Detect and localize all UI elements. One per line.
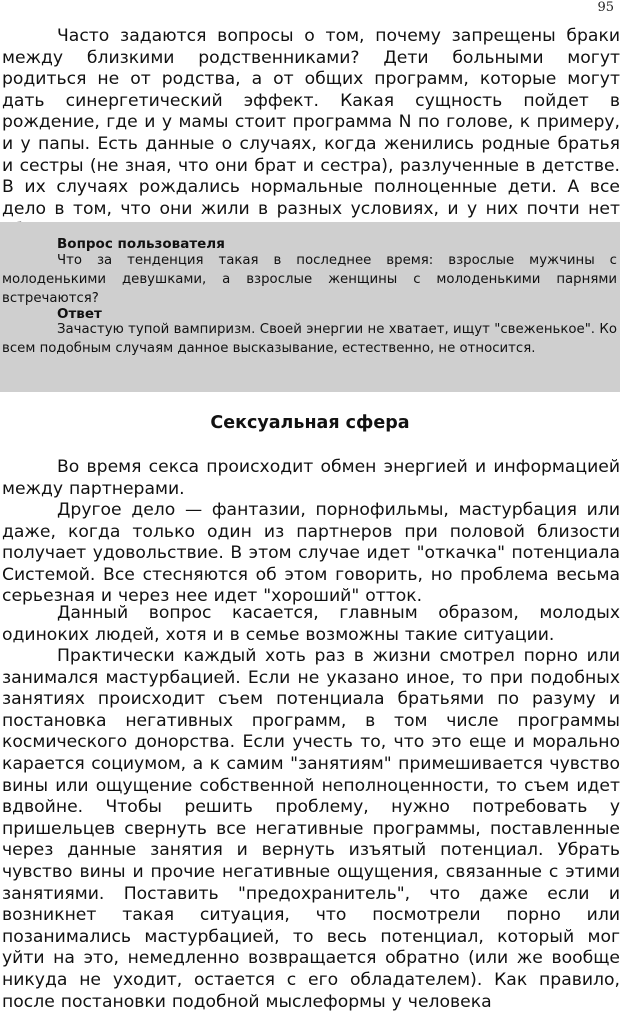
paragraph: Во время секса происходит обмен энергией и информацией между партнерами.	[2, 457, 620, 499]
paragraph: Другое дело — фантазии, порнофильмы, мастурбация или даже, когда только один из партнеров при половой близости получает удовольствие. В этом случае идет "откачка" потенциала Системой. Все стесняются об этом говорить, но проблема весьма серьезная и через нее идет "хороший" отток.	[2, 500, 620, 607]
paragraph: Практически каждый хоть раз в жизни смотрел порно или занимался мастурбацией. Если не указано иное, то при подобных занятиях происходит съем потенциала братьями по разуму и постановка негативных программ, в том числе программы космического донорства. Если учесть то, что это еще и морально карается социумом, а к самим "занятиям" примешивается чувство вины или ощущение собственной неполноценности, то съем идет вдвойне. Чтобы решить проблему, нужно потребовать у пришельцев свернуть все негативные программы, поставленные через данные занятия и вернуть изъятый потенциал. Убрать чувство вины и прочие негативные ощущения, связанные с этими занятиями. Поставить "предохранитель", что даже если и возникнет такая ситуация, что посмотрели порно или позанимались мастурбацией, то весь потенциал, который мог уйти на это, немедленно возвращается обратно (или же вообще никуда не уходит, остается с его обладателем). Как правило, после постановки подобной мыслеформы у человека	[2, 646, 620, 1012]
intro-paragraph: Часто задаются вопросы о том, почему запрещены браки между близкими родственниками? Дети больными могут родиться не от родства, а от общих программ, которые могут дать синергетический эффект. Какая сущность пойдет в рождение, где и у мамы стоит программа N по голове, к примеру, и у папы. Есть данные о случаях, когда женились родные братья и сестры (не зная, что они брат и сестра), разлученные в детстве. В их случаях рождались нормальные полноценные дети. А все дело в том, что они жили в разных условиях, и у них почти нет	[2, 26, 620, 219]
question-heading: Вопрос пользователя	[57, 236, 225, 252]
section-title: Сексуальная сфера	[210, 413, 410, 433]
paragraph: Данный вопрос касается, главным образом, молодых одиноких людей, хотя и в семье возможны такие ситуации.	[2, 603, 620, 645]
question-text: Что за тенденция такая в последнее время: взрослые мужчины с молоденькими девушками, а взрослые женщины с молоденькими парнями встречаются?	[2, 253, 617, 306]
user-question-box	[0, 222, 620, 392]
page-number: 95	[597, 0, 614, 15]
answer-heading: Ответ	[57, 306, 102, 322]
answer-text: Зачастую тупой вампиризм. Своей энергии не хватает, ищут "свеженькое". Ко всем подобным случаям данное высказывание, естественно, не относится.	[2, 322, 617, 356]
